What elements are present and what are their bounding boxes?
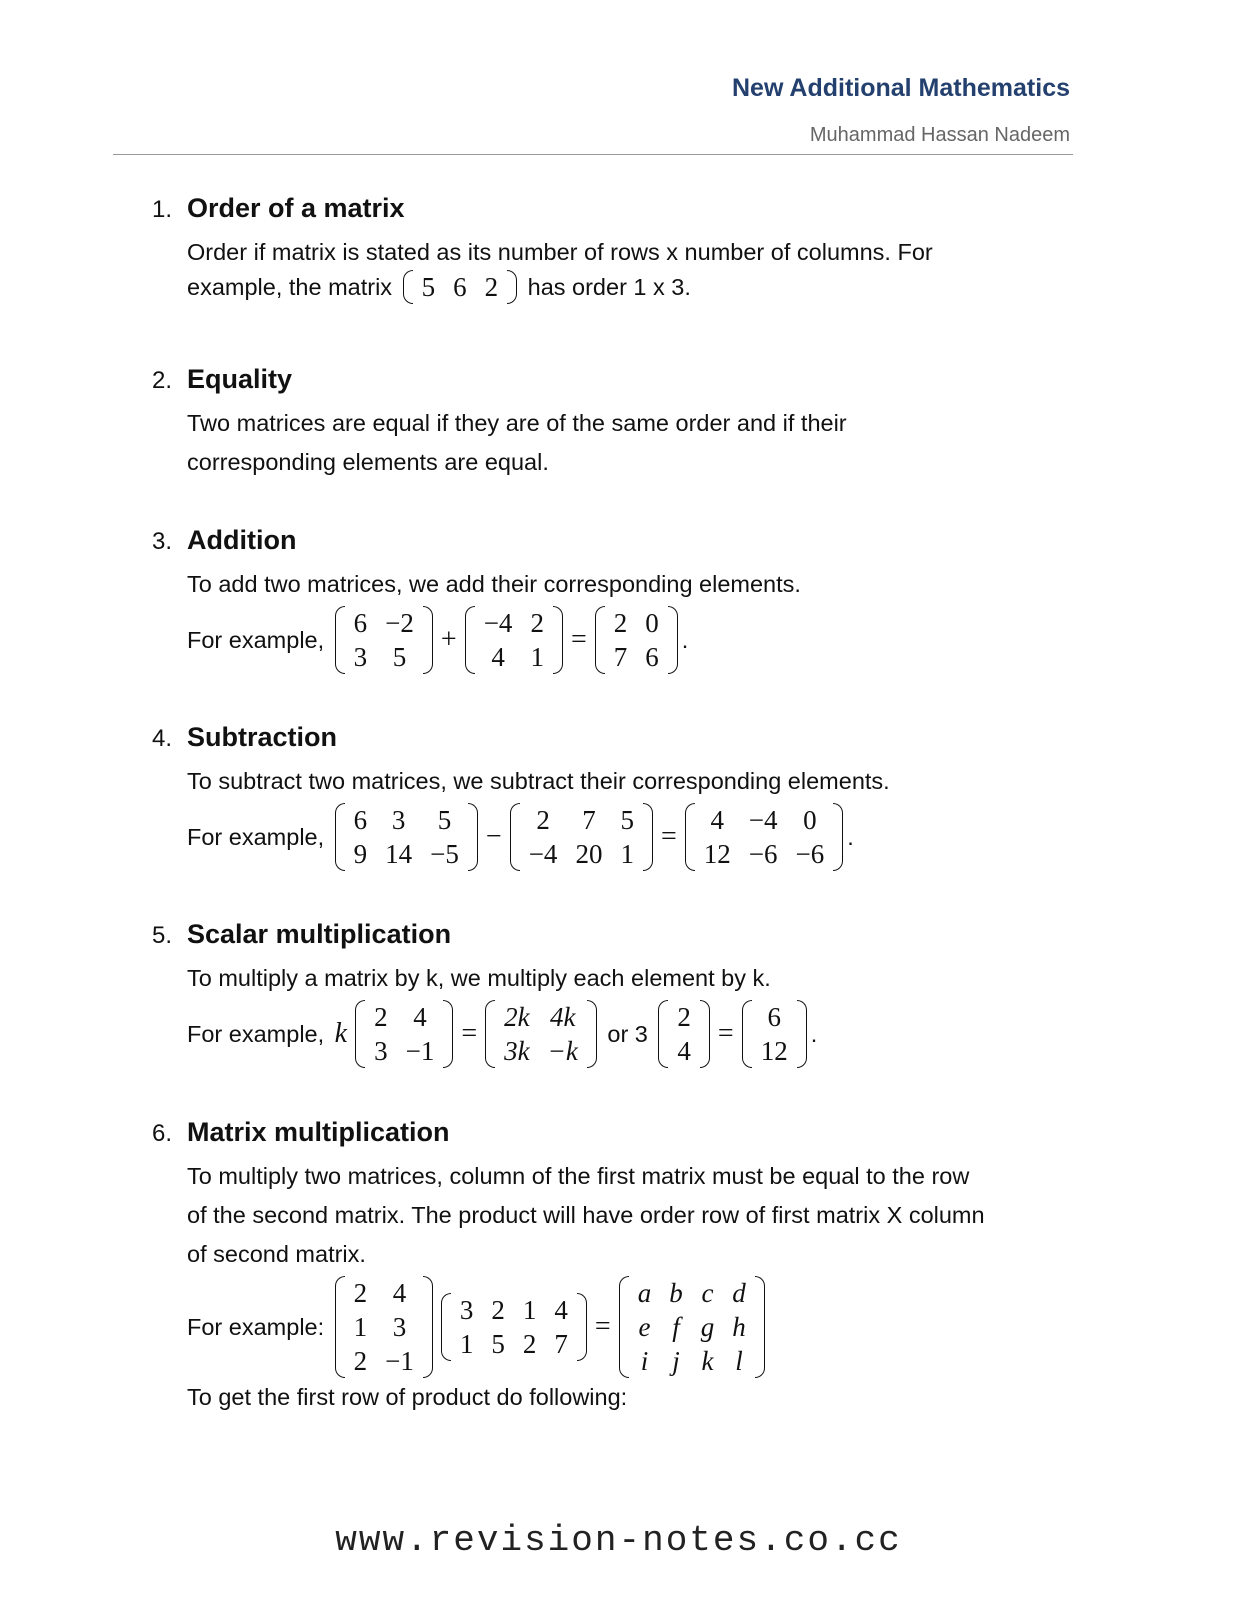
matrix-cell: f <box>672 1312 680 1342</box>
matrix-row <box>451 1293 577 1327</box>
section-heading <box>152 193 1082 233</box>
matrix-cell: 20 <box>575 839 603 869</box>
matrix-row <box>475 640 553 674</box>
matrix-cell: 12 <box>703 839 731 869</box>
matrix-row <box>629 1344 755 1378</box>
matrix-cell: 3 <box>392 1312 407 1342</box>
matrix-row <box>520 837 643 871</box>
section-heading <box>152 525 1082 565</box>
matrix <box>355 1000 453 1068</box>
matrix-cell: 2 <box>353 1346 368 1376</box>
matrix <box>335 803 478 871</box>
paragraph-line: Two matrices are equal if they are of the same order and if their <box>187 410 847 436</box>
math-operator: = <box>660 821 677 852</box>
matrix-row <box>345 606 423 640</box>
matrix-cell: −1 <box>385 1346 414 1376</box>
matrix-cell: 2 <box>353 1278 368 1308</box>
matrix-cell: 4 <box>491 642 505 672</box>
matrix-row <box>345 1310 423 1344</box>
matrix-cell: −4 <box>528 839 558 869</box>
left-parenthesis <box>355 1000 365 1068</box>
matrix-cell: g <box>700 1312 715 1342</box>
matrix-cell: 2k <box>504 1002 530 1032</box>
matrix <box>485 1000 597 1068</box>
math-operator: k <box>334 1018 348 1049</box>
section-heading <box>152 364 1082 404</box>
matrix-cell: 4 <box>413 1002 427 1032</box>
left-parenthesis <box>619 1276 629 1378</box>
matrix-cell: −4 <box>483 608 513 638</box>
matrix-cell: 2 <box>536 805 550 835</box>
matrix-cell: −2 <box>385 608 414 638</box>
matrix-body <box>365 1000 443 1068</box>
matrix-row <box>495 1000 587 1034</box>
matrix-cell: 6 <box>645 642 659 672</box>
left-parenthesis <box>658 1000 668 1068</box>
matrix-cell: 3 <box>391 805 406 835</box>
math-operator: − <box>485 821 502 852</box>
section-number: 6. <box>152 1120 173 1147</box>
matrix-row <box>668 1000 700 1034</box>
matrix-cell: −4 <box>748 805 778 835</box>
section-title: Scalar multiplication <box>187 919 452 949</box>
matrix-cell: 1 <box>353 1312 368 1342</box>
right-parenthesis <box>797 1000 807 1068</box>
matrix-cell: 5 <box>421 272 436 302</box>
matrix-cell: −1 <box>405 1036 435 1066</box>
matrix-body <box>345 606 423 674</box>
matrix-body <box>451 1293 577 1361</box>
example-text: For example, <box>187 626 331 653</box>
matrix-cell: 7 <box>582 805 596 835</box>
left-parenthesis <box>685 803 695 871</box>
matrix-body <box>345 803 468 871</box>
matrix <box>335 1276 433 1378</box>
paragraph-line: To get the first row of product do following: <box>187 1384 628 1410</box>
left-parenthesis <box>485 1000 495 1068</box>
matrix-cell: l <box>735 1346 743 1376</box>
matrix-body <box>495 1000 587 1068</box>
matrix-cell: c <box>701 1278 714 1308</box>
matrix <box>510 803 653 871</box>
example-text: has order 1 x 3. <box>521 273 691 300</box>
matrix-body <box>605 606 668 674</box>
matrix-cell: 14 <box>385 839 413 869</box>
matrix <box>619 1276 765 1378</box>
matrix-cell: 2 <box>484 272 499 302</box>
matrix-cell: 0 <box>803 805 817 835</box>
matrix-row <box>668 1034 700 1068</box>
matrix-row <box>345 1344 423 1378</box>
matrix-cell: −5 <box>430 839 459 869</box>
matrix-cell: e <box>638 1312 651 1342</box>
section-2 <box>152 364 1082 482</box>
matrix-cell: d <box>732 1278 746 1308</box>
matrix-body <box>413 270 508 304</box>
example-text: For example, <box>187 1020 331 1047</box>
matrix-cell: 2 <box>522 1329 537 1359</box>
matrix-row <box>413 270 508 304</box>
matrix-cell: −6 <box>795 839 825 869</box>
right-parenthesis <box>700 1000 710 1068</box>
matrix-cell: 3 <box>459 1295 474 1325</box>
matrix-cell: 2 <box>491 1295 505 1325</box>
left-parenthesis <box>335 1276 345 1378</box>
matrix-cell: −k <box>547 1036 578 1066</box>
header-author: Muhammad Hassan Nadeem <box>809 124 1070 146</box>
matrix-cell: h <box>732 1312 746 1342</box>
matrix <box>742 1000 807 1068</box>
example-text: For example: <box>187 1313 331 1340</box>
header-title: New Additional Mathematics <box>731 74 1070 102</box>
left-parenthesis <box>465 606 475 674</box>
section-6 <box>152 1117 1082 1417</box>
right-parenthesis <box>587 1000 597 1068</box>
matrix-row <box>365 1034 443 1068</box>
section-title: Subtraction <box>187 722 338 752</box>
math-operator: + <box>440 624 457 655</box>
paragraph-line: To multiply two matrices, column of the first matrix must be equal to the row <box>187 1163 970 1189</box>
example-line <box>187 270 1082 304</box>
matrix-row <box>695 837 833 871</box>
matrix-cell: 3 <box>353 642 368 672</box>
example-text: . <box>810 1020 818 1047</box>
matrix-row <box>475 606 553 640</box>
paragraph-line: Order if matrix is stated as its number of rows x number of columns. For <box>187 239 933 265</box>
matrix-row <box>629 1276 755 1310</box>
section-heading <box>152 1117 1082 1157</box>
section-title: Addition <box>187 525 297 555</box>
matrix-body <box>345 1276 423 1378</box>
paragraph-line: of the second matrix. The product will have order row of first matrix X column <box>187 1202 985 1228</box>
left-parenthesis <box>510 803 520 871</box>
matrix-row <box>752 1034 797 1068</box>
matrix-cell: 2 <box>374 1002 388 1032</box>
section-number: 2. <box>152 367 173 394</box>
matrix-cell: 3k <box>504 1036 530 1066</box>
matrix <box>403 270 518 304</box>
matrix-row <box>520 803 643 837</box>
section-heading <box>152 722 1082 762</box>
section-title: Equality <box>187 364 293 394</box>
matrix-cell: 4k <box>549 1002 576 1032</box>
example-line <box>187 1276 1082 1378</box>
matrix <box>465 606 563 674</box>
matrix-row <box>345 837 468 871</box>
matrix-cell: 4 <box>677 1036 691 1066</box>
paragraph-line: of second matrix. <box>187 1241 366 1267</box>
matrix <box>595 606 678 674</box>
section-number: 5. <box>152 922 173 949</box>
matrix-cell: j <box>672 1346 680 1376</box>
example-line <box>187 803 1082 871</box>
matrix <box>658 1000 710 1068</box>
matrix-cell: k <box>701 1346 714 1376</box>
left-parenthesis <box>335 803 345 871</box>
matrix-body <box>695 803 833 871</box>
matrix <box>685 803 843 871</box>
example-text: example, the matrix <box>187 273 399 300</box>
matrix-row <box>605 606 668 640</box>
matrix-row <box>495 1034 587 1068</box>
matrix-row <box>365 1000 443 1034</box>
paragraph-line: To add two matrices, we add their corresponding elements. <box>187 571 801 597</box>
section-number: 4. <box>152 725 173 752</box>
matrix-cell: 4 <box>392 1278 407 1308</box>
matrix-row <box>345 640 423 674</box>
matrix-cell: i <box>640 1346 649 1376</box>
example-text: . <box>847 823 854 850</box>
matrix-cell: 1 <box>459 1329 474 1359</box>
matrix-cell: 4 <box>710 805 724 835</box>
matrix-body <box>475 606 553 674</box>
matrix-cell: 6 <box>353 608 368 638</box>
right-parenthesis <box>833 803 843 871</box>
matrix-cell: 5 <box>491 1329 505 1359</box>
matrix-body <box>668 1000 700 1068</box>
right-parenthesis <box>577 1293 587 1361</box>
right-parenthesis <box>443 1000 453 1068</box>
right-parenthesis <box>643 803 653 871</box>
matrix <box>441 1293 587 1361</box>
matrix-cell: 7 <box>554 1329 568 1359</box>
math-operator: = <box>461 1018 478 1049</box>
matrix <box>335 606 433 674</box>
matrix-row <box>605 640 668 674</box>
section-4 <box>152 722 1082 871</box>
matrix-cell: 1 <box>620 839 634 869</box>
paragraph-line: To subtract two matrices, we subtract their corresponding elements. <box>187 768 890 794</box>
section-3 <box>152 525 1082 674</box>
right-parenthesis <box>668 606 678 674</box>
matrix-body <box>752 1000 797 1068</box>
matrix-cell: 6 <box>453 272 467 302</box>
section-heading <box>152 919 1082 959</box>
example-text: . <box>681 626 689 653</box>
matrix-body <box>520 803 643 871</box>
math-operator: = <box>570 624 587 655</box>
header-divider <box>113 154 1073 155</box>
matrix-body <box>629 1276 755 1378</box>
example-text: For example, <box>187 823 331 850</box>
left-parenthesis <box>403 270 413 304</box>
matrix-cell: 2 <box>677 1002 691 1032</box>
matrix-cell: 1 <box>522 1295 537 1325</box>
right-parenthesis <box>755 1276 765 1378</box>
right-parenthesis <box>468 803 478 871</box>
matrix-cell: a <box>637 1278 652 1308</box>
section-5 <box>152 919 1082 1068</box>
matrix-cell: 3 <box>374 1036 388 1066</box>
example-text: or 3 <box>600 1020 655 1047</box>
matrix-cell: 1 <box>530 642 544 672</box>
matrix-row <box>752 1000 797 1034</box>
matrix-row <box>629 1310 755 1344</box>
right-parenthesis <box>507 270 517 304</box>
matrix-cell: b <box>669 1278 683 1308</box>
example-line <box>187 606 1082 674</box>
matrix-cell: 9 <box>353 839 368 869</box>
section-1 <box>152 193 1082 304</box>
example-line <box>187 1000 1082 1068</box>
matrix-cell: 5 <box>620 805 634 835</box>
math-operator: = <box>594 1311 611 1342</box>
matrix-cell: 2 <box>613 608 628 638</box>
section-title: Order of a matrix <box>187 193 405 223</box>
matrix-cell: 5 <box>437 805 452 835</box>
matrix-cell: 12 <box>760 1036 788 1066</box>
right-parenthesis <box>553 606 563 674</box>
matrix-row <box>345 803 468 837</box>
left-parenthesis <box>742 1000 752 1068</box>
matrix-row <box>695 803 833 837</box>
matrix-row <box>451 1327 577 1361</box>
math-operator: = <box>717 1018 734 1049</box>
matrix-cell: 0 <box>645 608 659 638</box>
matrix-cell: 7 <box>613 642 628 672</box>
section-number: 1. <box>152 196 173 223</box>
section-title: Matrix multiplication <box>187 1117 450 1147</box>
right-parenthesis <box>423 606 433 674</box>
matrix-cell: 5 <box>392 642 407 672</box>
matrix-cell: −6 <box>748 839 778 869</box>
matrix-cell: 6 <box>767 1002 781 1032</box>
matrix-row <box>345 1276 423 1310</box>
footer-url: www.revision-notes.co.cc <box>335 1520 902 1561</box>
section-number: 3. <box>152 528 173 555</box>
paragraph-line: corresponding elements are equal. <box>187 449 549 475</box>
left-parenthesis <box>335 606 345 674</box>
matrix-cell: 2 <box>530 608 544 638</box>
left-parenthesis <box>595 606 605 674</box>
matrix-cell: 6 <box>353 805 368 835</box>
paragraph-line: To multiply a matrix by k, we multiply each element by k. <box>187 965 771 991</box>
right-parenthesis <box>423 1276 433 1378</box>
left-parenthesis <box>441 1293 451 1361</box>
matrix-cell: 4 <box>554 1295 568 1325</box>
